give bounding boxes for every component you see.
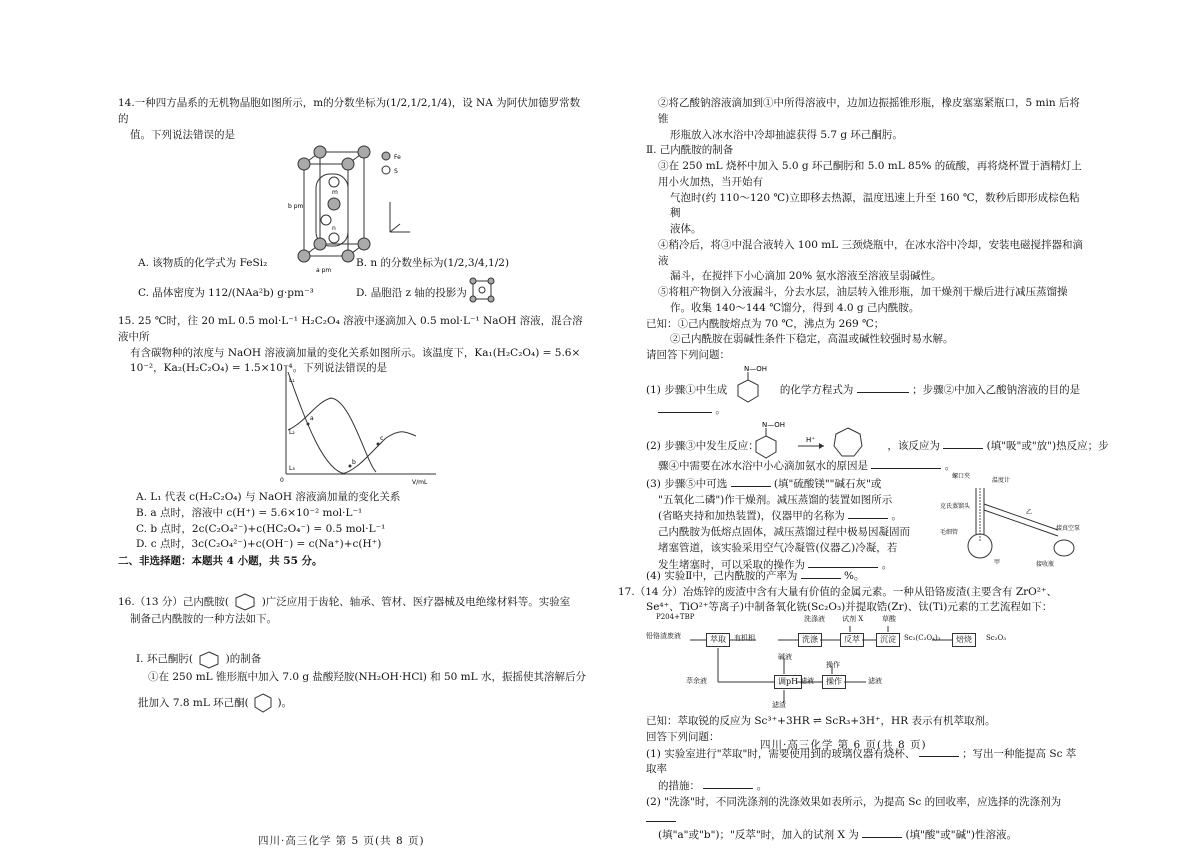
q16-step5-line2: 作。收集 140～144 ℃馏分，得到 4.0 g 己内酰胺。 bbox=[670, 301, 920, 314]
q14-option-a: A. 该物质的化学式为 FeSi₂ bbox=[138, 257, 268, 269]
q17-sub2-blank-2[interactable] bbox=[862, 827, 902, 838]
q14-option-c: C. 晶体密度为 112/(NAa²b) g·pm⁻³ bbox=[138, 287, 314, 299]
question-14 bbox=[118, 96, 588, 143]
footer-page-6: 四川·高三化学 第 6 页(共 8 页) bbox=[760, 739, 927, 751]
q16-part1-title-b: )的制备 bbox=[225, 653, 262, 665]
q17-sub2-c: (填"酸"或"碱")性溶液。 bbox=[905, 829, 1018, 842]
q15-stem-line3: 10⁻²，Ka₂(H₂C₂O₄) = 1.5×10⁻⁴。下列说法错误的是 bbox=[130, 362, 388, 375]
q16-sub2-blank-1[interactable] bbox=[943, 438, 983, 449]
cyclohexanone-icon bbox=[252, 692, 274, 714]
q15-option-a: A. L₁ 代表 c(H₂C₂O₄) 与 NaOH 溶液滴加量的变化关系 bbox=[136, 491, 401, 503]
legend-fe: Fe bbox=[394, 154, 401, 161]
q16-sub3-f: 己内酰胺为低熔点固体，减压蒸馏过程中极易因凝固而 bbox=[658, 526, 910, 538]
q16-sub3-b: (填"硫酸镁""碱石灰"或 bbox=[773, 477, 882, 490]
q16-sub3 bbox=[646, 472, 1084, 571]
oxime-noh-label-2: N—OH bbox=[762, 420, 786, 429]
q16-sub3-g: 堵塞管道，该实验采用空气冷凝管(仪器乙)冷凝，若 bbox=[658, 541, 898, 554]
q16-sub3-text bbox=[646, 476, 936, 574]
apparatus-label-pump: 接真空泵 bbox=[1056, 524, 1081, 532]
point-b: b bbox=[352, 459, 356, 466]
q14-stem-line1: 14.一种四方晶系的无机物晶胞如图所示，m的分数坐标为(1/2,1/2,1/4)，设 NA 为阿伏加德罗常数的 bbox=[118, 97, 581, 125]
flow-organic: 有机相 bbox=[734, 634, 755, 642]
label-n: n bbox=[332, 225, 336, 232]
graph-origin: 0 bbox=[280, 477, 284, 484]
q16-stem-line2: 制备己内酰胺的一种方法如下。 bbox=[130, 613, 277, 625]
label-a-pm: a pm bbox=[316, 267, 332, 274]
q16-sub2-e: 。 bbox=[944, 459, 956, 472]
q16-sub3-blank-2[interactable] bbox=[848, 508, 888, 519]
q16-sub1-blank-2[interactable] bbox=[658, 402, 712, 413]
q17-known: 已知：萃取锐的反应为 Sc³⁺+3HR ⇌ ScR₃+3H⁺，HR 表示有机萃取剂。 bbox=[646, 715, 996, 727]
q16-sub2-c: (填"吸"或"放")热反应；步 bbox=[986, 439, 1109, 452]
vacuum-distillation-apparatus bbox=[940, 468, 1086, 568]
curve-l3: L₃ bbox=[289, 465, 295, 472]
q15-option-b: B. a 点时，溶液中 c(H⁺) = 5.6×10⁻² mol·L⁻¹ bbox=[136, 506, 363, 519]
flow-extract-box: 萃取 bbox=[706, 633, 730, 647]
q17-sub1-a: (1) 实验室进行"萃取"时，需要使用到的玻璃仪器有烧杯、 bbox=[646, 747, 916, 760]
question-16-intro bbox=[118, 592, 588, 628]
left-page bbox=[118, 96, 588, 847]
q16-known-2: ②己内酰胺在弱碱性条件下稳定，高温或碱性较强时易水解。 bbox=[670, 333, 954, 346]
legend-s: S bbox=[394, 168, 398, 175]
q16-sub3-a: (3) 步骤⑤中可选 bbox=[646, 477, 728, 490]
q17-sub2-b: (填"a"或"b")；"反萃"时，加入的试剂 X 为 bbox=[658, 829, 859, 842]
flow-residue: 滤渣 bbox=[772, 701, 786, 709]
q16-sub1 bbox=[646, 364, 1084, 420]
q17-sub1-b: ；写出一种能提高 Sc 萃取率 bbox=[646, 747, 1077, 776]
cyclohexanone-oxime-icon bbox=[196, 648, 222, 670]
point-c: c bbox=[380, 435, 384, 442]
q16-sub3-d: (省略夹持和加热装置)，仪器甲的名称为 bbox=[658, 510, 845, 523]
flow-wash-box: 洗涤 bbox=[798, 633, 822, 647]
q16-step3-line3: 液体。 bbox=[670, 223, 702, 235]
q16-sub3-e: 。 bbox=[891, 510, 902, 523]
flow-oxalic-acid: 草酸 bbox=[882, 615, 896, 623]
flow-wash-liquid: 洗涤液 bbox=[804, 615, 825, 623]
q16-sub4-b: %。 bbox=[844, 569, 865, 582]
q16-step1-line2: 批加入 7.8 mL 环己酮( bbox=[138, 696, 249, 709]
oxime-noh-label: N—OH bbox=[744, 364, 768, 373]
q14-option-b: B. n 的分数坐标为(1/2,3/4,1/2) bbox=[356, 257, 510, 269]
flow-adjust-ph-box: 调pH bbox=[774, 675, 802, 689]
q16-stem-line1a: 16.（13 分）己内酰胺( bbox=[118, 596, 229, 608]
flow-operation: 操作 bbox=[826, 661, 840, 669]
q15-stem-line1: 15. 25 ℃时，往 20 mL 0.5 mol·L⁻¹ H₂C₂O₄ 溶液中逐滴加入 0.5 mol·L⁻¹ NaOH 溶液，混合溶液中所 bbox=[118, 315, 583, 343]
flow-extractant: P204+TBP bbox=[656, 613, 695, 621]
q14-option-d: D. 晶胞沿 z 轴的投影为 bbox=[356, 287, 467, 299]
q17-stem-line1: 17.（14 分）冶炼锌的废渣中含有大量有价值的金属元素。一种从铅铬废渣(主要含有 ZrO²⁺、 bbox=[618, 585, 1058, 598]
q16-step3-line1: ③在 250 mL 烧杯中加入 5.0 g 环己酮肟和 5.0 mL 85% 的硫酸，再将烧杯置于酒精灯上用小火加热，当开始有 bbox=[658, 160, 1082, 188]
q16-sub4-a: (4) 实验Ⅱ中，己内酰胺的产率为 bbox=[646, 569, 798, 582]
q17-stem-line2: Se⁴⁺、TiO²⁺等离子)中制备氧化铣(Sc₂O₃)并提取锆(Zr)、钛(Ti)元素的工艺流程如下： bbox=[646, 601, 1053, 614]
apparatus-label-capillary: 毛细管 bbox=[940, 528, 959, 536]
curve-l1: L₁ bbox=[289, 377, 295, 384]
q17-sub2-blank-1[interactable] bbox=[646, 811, 676, 822]
q16-sub1-blank-1[interactable] bbox=[857, 382, 909, 393]
flow-alkali: 碱液 bbox=[778, 653, 792, 661]
q16-ask: 请回答下列问题： bbox=[646, 349, 730, 361]
q16-sub1-d: 。 bbox=[715, 403, 726, 416]
q16-sub1-b: 的化学方程式为 bbox=[779, 383, 854, 396]
apparatus-label-yi: 乙 bbox=[1026, 508, 1033, 516]
q15-stem-line2: 有含碳物种的浓度与 NaOH 溶液滴加量的变化关系如图所示。该温度下，Ka₁(H₂C₂O₄) = 5.6× bbox=[130, 346, 581, 359]
point-a: a bbox=[310, 415, 314, 422]
q16-step4-line1: ④稍冷后，将③中混合液转入 100 mL 三颈烧瓶中，在冰水浴中冷却，安装电磁搅拌器和滴液 bbox=[658, 238, 1083, 267]
flow-precipitate-box: 沉淀 bbox=[876, 633, 900, 647]
flow-waste: 滤液 bbox=[868, 677, 882, 685]
h-plus-label: H⁺ bbox=[806, 435, 815, 444]
q16-sub1-a: (1) 步骤①中生成 bbox=[646, 383, 728, 396]
flow-product1: Sc₂(C₂O₄)₃ bbox=[904, 634, 941, 642]
q16-sub2-blank-2[interactable] bbox=[871, 458, 941, 469]
q14-stem-line2: 值。下列说法错误的是 bbox=[130, 128, 235, 141]
q16-step5-line1: ⑤将粗产物倒入分液漏斗，分去水层，油层转入锥形瓶，加干燥剂干燥后进行减压蒸馏操 bbox=[658, 286, 1068, 298]
section-2-heading: 二、非选择题：本题共 4 小题，共 55 分。 bbox=[118, 555, 323, 567]
q16-part1 bbox=[136, 648, 596, 714]
flow-raffinate: 萃余液 bbox=[686, 677, 707, 685]
q17-sub1-blank-2[interactable] bbox=[703, 778, 753, 789]
q16-part2-title: Ⅱ. 己内酰胺的制备 bbox=[646, 144, 734, 157]
q16-sub1-c: ；步骤②中加入乙酸钠溶液的目的是 bbox=[912, 383, 1081, 396]
flow-filtrate: 滤液 bbox=[800, 677, 814, 685]
q16-step1-line2-end: )。 bbox=[277, 696, 293, 709]
flow-back-extract-box: 反萃 bbox=[840, 633, 864, 647]
flow-calcine-box: 焙烧 bbox=[952, 633, 976, 647]
q17-ask: 回答下列问题： bbox=[646, 730, 720, 743]
apparatus-label-thermometer: 温度计 bbox=[992, 476, 1011, 484]
q16-step3-line2: 气泡时(约 110～120 ℃)立即移去热源，温度迅速上升至 160 ℃，数秒后即形成棕色粘稠 bbox=[670, 191, 1080, 220]
caprolactam-structure-icon bbox=[232, 592, 258, 612]
right-page bbox=[618, 96, 1109, 844]
q15-option-c: C. b 点时，2c(C₂O₄²⁻)+c(HC₂O₄⁻) = 0.5 mol·L⁻¹ bbox=[136, 522, 386, 535]
q17-flowchart bbox=[646, 613, 1084, 714]
q16-sub2-a: (2) 步骤③中发生反应： bbox=[646, 439, 759, 452]
q16-part1-title-a: Ⅰ. 环己酮肟( bbox=[136, 653, 193, 665]
q15-option-d: D. c 点时，3c(C₂O₄²⁻)+c(OH⁻) = c(Na⁺)+c(H⁺) bbox=[136, 538, 382, 551]
q16-sub3-i: 。 bbox=[881, 558, 893, 571]
label-m: m bbox=[332, 189, 338, 196]
q16-known-1: 已知：①己内酰胺熔点为 70 ℃，沸点为 269 ℃； bbox=[646, 317, 885, 330]
q15-options bbox=[136, 490, 596, 553]
footer-page-5: 四川·高三化学 第 5 页(共 8 页) bbox=[258, 835, 425, 847]
apparatus-label-clamp: 螺口夹 bbox=[952, 472, 971, 480]
q17-sub1-c: 的措施： bbox=[658, 780, 700, 792]
apparatus-label-jia: 甲 bbox=[994, 558, 1001, 566]
q16-sub3-blank-3[interactable] bbox=[808, 557, 878, 568]
q16-step2-line1: ②将乙酸钠溶液滴加到①中所得溶液中，边加边振摇锥形瓶，橡皮塞塞紧瓶口，5 min 后将锥 bbox=[658, 97, 1080, 125]
flow-separate-box: 操作 bbox=[822, 675, 846, 689]
label-b-pm: b pm bbox=[288, 203, 304, 210]
q14-projection-figure bbox=[468, 276, 496, 304]
q16-step4-line2: 漏斗，在搅拌下小心滴加 20% 氨水溶液至溶液呈弱碱性。 bbox=[670, 270, 942, 283]
q16-step1-line1: ①在 250 mL 锥形瓶中加入 7.0 g 盐酸羟胺(NH₂OH·HCl) 和 50 mL 水，振摇使其溶解后分 bbox=[148, 671, 586, 683]
curve-l2: L₂ bbox=[289, 429, 295, 436]
apparatus-label-receiver: 接收瓶 bbox=[1036, 560, 1055, 568]
q16-step2-line2: 形瓶放入冰水浴中冷却抽滤获得 5.7 g 环己酮肟。 bbox=[670, 128, 903, 141]
q16-sub3-c: "五氧化二磷")作干燥剂。减压蒸馏的装置如图所示 bbox=[658, 493, 893, 506]
q16-stem-line1b: )广泛应用于齿轮、轴承、管材、医疗器械及电绝缘材料等。实验室 bbox=[261, 596, 571, 608]
q17-sub2-a: (2) "洗涤"时，不同洗涤剂的洗涤效果如表所示，为提高 Sc 的回收率，应选择的洗涤剂为 bbox=[646, 795, 1062, 808]
q16-sub2-d: 骤④中需要在冰水浴中小心滴加氨水的原因是 bbox=[658, 459, 868, 472]
q15-titration-graph bbox=[276, 362, 446, 486]
q16-sub3-h: 发生堵塞时，可以采取的操作为 bbox=[658, 558, 805, 571]
graph-xlabel: V/mL bbox=[412, 479, 428, 486]
flow-reagent-x: 试剂 X bbox=[842, 615, 864, 623]
q17-sub1-d: 。 bbox=[756, 780, 768, 792]
flow-product2: Sc₂O₃ bbox=[986, 634, 1007, 642]
q16-sub3-blank-1[interactable] bbox=[731, 476, 771, 487]
apparatus-label-claisen: 克氏蒸馏头 bbox=[940, 502, 971, 510]
q16-sub2-b: ，该反应为 bbox=[887, 439, 940, 452]
flow-input: 铅铬渣废液 bbox=[646, 632, 681, 640]
